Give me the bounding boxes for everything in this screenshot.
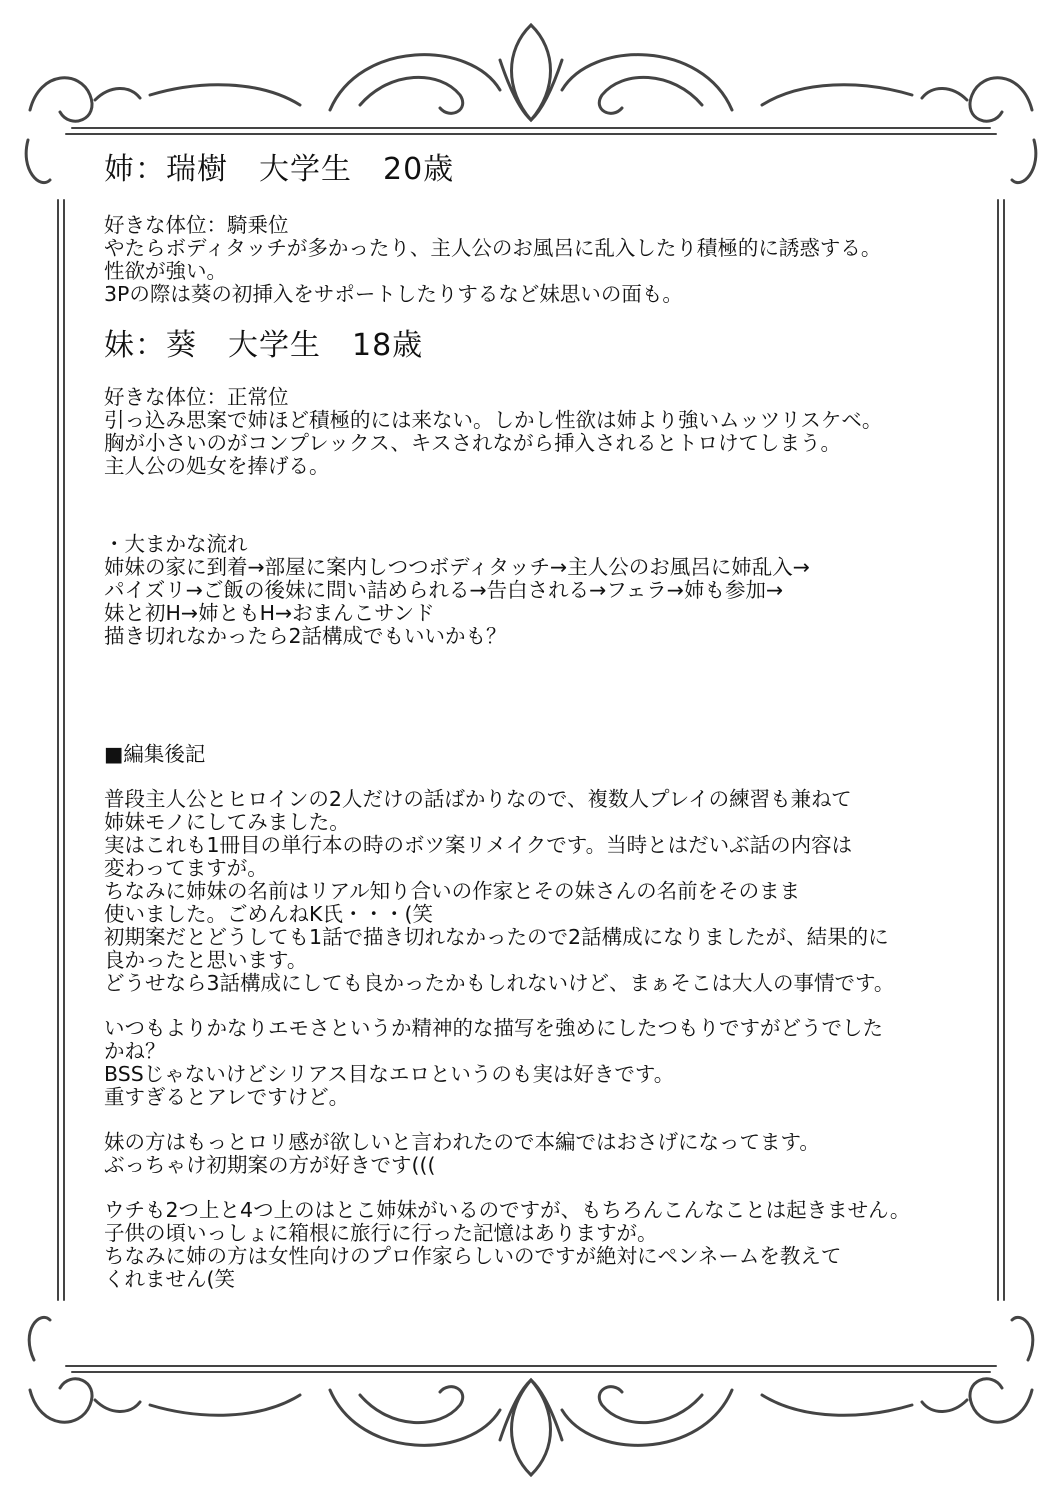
afterword-line: どうせなら3話構成にしても良かったかもしれないけど、まぁそこは大人の事情です。: [104, 971, 895, 995]
afterword-line: ちなみに姉の方は女性向けのプロ作家らしいのですが絶対にペンネームを教えて: [104, 1244, 842, 1268]
afterword-line: ぶっちゃけ初期案の方が好きです(((: [104, 1153, 436, 1177]
sister1-line: 性欲が強い。: [104, 259, 227, 283]
afterword-line: 姉妹モノにしてみました。: [104, 810, 350, 834]
afterword-title: ■編集後記: [104, 742, 206, 766]
afterword-line: かね？: [104, 1039, 166, 1063]
afterword-line: BSSじゃないけどシリアス目なエロというのも実は好きです。: [104, 1062, 675, 1086]
flow-line: パイズリ→ご飯の後妹に問い詰められる→告白される→フェラ→姉も参加→: [104, 578, 784, 602]
sister2-line: 好きな体位：正常位: [104, 385, 289, 409]
flow-line: 妹と初H→姉ともH→おまんこサンド: [104, 601, 435, 625]
afterword-line: 初期案だとどうしても1話で描き切れなかったので2話構成になりましたが、結果的に: [104, 925, 889, 949]
afterword-line: 良かったと思います。: [104, 948, 308, 972]
afterword-line: くれません(笑: [104, 1267, 235, 1291]
text-body: [104, 148, 984, 1291]
sister1-heading: 姉：瑞樹 大学生 20歳: [104, 152, 455, 187]
afterword-line: 妹の方はもっとロリ感が欲しいと言われたので本編ではおさげになってます。: [104, 1130, 820, 1154]
afterword-line: 重すぎるとアレですけど。: [104, 1085, 350, 1109]
sister1-line: 好きな体位：騎乗位: [104, 213, 289, 237]
afterword-line: 変わってますが。: [104, 856, 268, 880]
sister2-line: 引っ込み思案で姉ほど積極的には来ない。しかし性欲は姉より強いムッツリスケベ。: [104, 408, 883, 432]
flow-line: 描き切れなかったら2話構成でもいいかも？: [104, 624, 507, 648]
sister1-line: 3Pの際は葵の初挿入をサポートしたりするなど妹思いの面も。: [104, 282, 683, 306]
afterword-line: いつもよりかなりエモさというか精神的な描写を強めにしたつもりですがどうでした: [104, 1016, 883, 1040]
afterword-line: 実はこれも1冊目の単行本の時のボツ案リメイクです。当時とはだいぶ話の内容は: [104, 833, 853, 857]
flow-line: ・大まかな流れ: [104, 532, 248, 556]
afterword-line: 普段主人公とヒロインの2人だけの話ばかりなので、複数人プレイの練習も兼ねて: [104, 787, 852, 811]
flow-line: 姉妹の家に到着→部屋に案内しつつボディタッチ→主人公のお風呂に姉乱入→: [104, 555, 810, 579]
sister1-line: やたらボディタッチが多かったり、主人公のお風呂に乱入したり積極的に誘惑する。: [104, 236, 882, 260]
afterword-line: 子供の頃いっしょに箱根に旅行に行った記憶はありますが。: [104, 1221, 658, 1245]
sister2-line: 主人公の処女を捧げる。: [104, 454, 330, 478]
sister2-heading: 妹：葵 大学生 18歳: [104, 328, 424, 363]
afterword-line: ちなみに姉妹の名前はリアル知り合いの作家とその妹さんの名前をそのまま: [104, 879, 801, 903]
sister2-line: 胸が小さいのがコンプレックス、キスされながら挿入されるとトロけてしまう。: [104, 431, 841, 455]
afterword-line: 使いました。ごめんねK氏・・・(笑: [104, 902, 433, 926]
afterword-line: ウチも2つ上と4つ上のはとこ姉妹がいるのですが、もちろんこんなことは起きません。: [104, 1198, 911, 1222]
